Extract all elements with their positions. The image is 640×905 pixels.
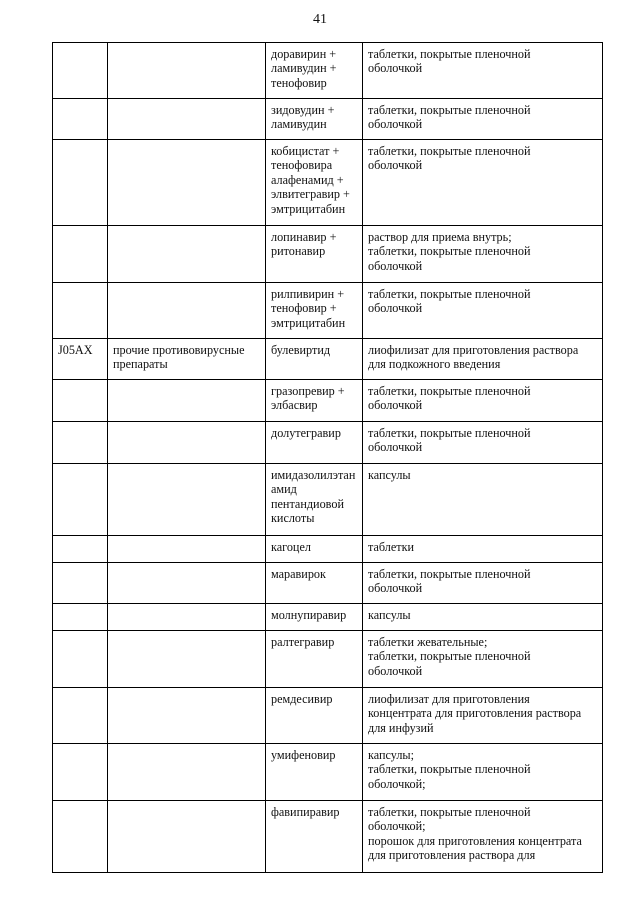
dosage-form-cell: таблетки, покрытые пленочной оболочкой <box>363 140 603 226</box>
dosage-form-cell: капсулы <box>363 604 603 631</box>
drug-name-cell: маравирок <box>266 563 363 604</box>
group-cell <box>108 226 266 283</box>
atc-code-cell <box>53 744 108 801</box>
dosage-form-cell: таблетки, покрытые пленочной оболочкой <box>363 380 603 422</box>
table-row <box>53 801 603 873</box>
atc-code-cell <box>53 688 108 744</box>
group-cell <box>108 631 266 688</box>
atc-code-cell <box>53 464 108 536</box>
drug-name-cell: долутегравир <box>266 422 363 464</box>
table-row <box>53 536 603 563</box>
drug-name-cell: кагоцел <box>266 536 363 563</box>
drug-name-cell: ралтегравир <box>266 631 363 688</box>
drug-name-cell: булевиртид <box>266 339 363 380</box>
dosage-form-cell: капсулы; таблетки, покрытые пленочной оболочкой; <box>363 744 603 801</box>
group-cell <box>108 801 266 873</box>
group-cell <box>108 563 266 604</box>
table-row <box>53 140 603 226</box>
drug-name-cell: фавипиравир <box>266 801 363 873</box>
group-cell <box>108 688 266 744</box>
dosage-form-cell: раствор для приема внутрь; таблетки, покрытые пленочной оболочкой <box>363 226 603 283</box>
dosage-form-cell: лиофилизат для приготовления раствора для подкожного введения <box>363 339 603 380</box>
dosage-form-cell: таблетки, покрытые пленочной оболочкой <box>363 43 603 99</box>
table-row <box>53 688 603 744</box>
table-row <box>53 464 603 536</box>
atc-code-cell <box>53 43 108 99</box>
group-cell <box>108 464 266 536</box>
table-row <box>53 422 603 464</box>
drug-name-cell: доравирин + ламивудин + тенофовир <box>266 43 363 99</box>
drug-name-cell: умифеновир <box>266 744 363 801</box>
atc-code-cell <box>53 422 108 464</box>
group-cell <box>108 422 266 464</box>
table-row <box>53 339 603 380</box>
dosage-form-cell: таблетки <box>363 536 603 563</box>
drug-name-cell: рилпивирин + тенофовир + эмтрицитабин <box>266 283 363 339</box>
table-row <box>53 99 603 140</box>
atc-code-cell <box>53 631 108 688</box>
drug-name-cell: имидазолилэтан амид пентандиовой кислоты <box>266 464 363 536</box>
drug-table <box>52 42 603 873</box>
dosage-form-cell: таблетки, покрытые пленочной оболочкой <box>363 422 603 464</box>
atc-code-cell <box>53 563 108 604</box>
dosage-form-cell: таблетки, покрытые пленочной оболочкой; порошок для приготовления концентрата для приготовления раствора для <box>363 801 603 873</box>
atc-code-cell <box>53 604 108 631</box>
dosage-form-cell: капсулы <box>363 464 603 536</box>
atc-code-cell <box>53 140 108 226</box>
table-row <box>53 283 603 339</box>
table-row <box>53 604 603 631</box>
table-row <box>53 43 603 99</box>
drug-name-cell: лопинавир + ритонавир <box>266 226 363 283</box>
table-row <box>53 226 603 283</box>
drug-name-cell: ремдесивир <box>266 688 363 744</box>
atc-code-cell <box>53 99 108 140</box>
atc-code-cell <box>53 536 108 563</box>
dosage-form-cell: таблетки жевательные; таблетки, покрытые пленочной оболочкой <box>363 631 603 688</box>
dosage-form-cell: лиофилизат для приготовления концентрата для приготовления раствора для инфузий <box>363 688 603 744</box>
table-row <box>53 744 603 801</box>
group-cell <box>108 43 266 99</box>
atc-code-cell <box>53 380 108 422</box>
group-cell <box>108 283 266 339</box>
dosage-form-cell: таблетки, покрытые пленочной оболочкой <box>363 283 603 339</box>
group-cell <box>108 140 266 226</box>
atc-code-cell <box>53 283 108 339</box>
group-cell: прочие противовирусные препараты <box>108 339 266 380</box>
table-row <box>53 563 603 604</box>
atc-code-cell <box>53 801 108 873</box>
dosage-form-cell: таблетки, покрытые пленочной оболочкой <box>363 99 603 140</box>
atc-code-cell <box>53 226 108 283</box>
drug-name-cell: гразопревир + элбасвир <box>266 380 363 422</box>
drug-name-cell: молнупиравир <box>266 604 363 631</box>
dosage-form-cell: таблетки, покрытые пленочной оболочкой <box>363 563 603 604</box>
group-cell <box>108 380 266 422</box>
drug-name-cell: кобицистат + тенофовира алафенамид + элвитегравир + эмтрицитабин <box>266 140 363 226</box>
atc-code-cell: J05AX <box>53 339 108 380</box>
group-cell <box>108 604 266 631</box>
table-row <box>53 380 603 422</box>
page-number: 41 <box>313 12 327 27</box>
group-cell <box>108 99 266 140</box>
group-cell <box>108 536 266 563</box>
group-cell <box>108 744 266 801</box>
table-row <box>53 631 603 688</box>
drug-name-cell: зидовудин + ламивудин <box>266 99 363 140</box>
